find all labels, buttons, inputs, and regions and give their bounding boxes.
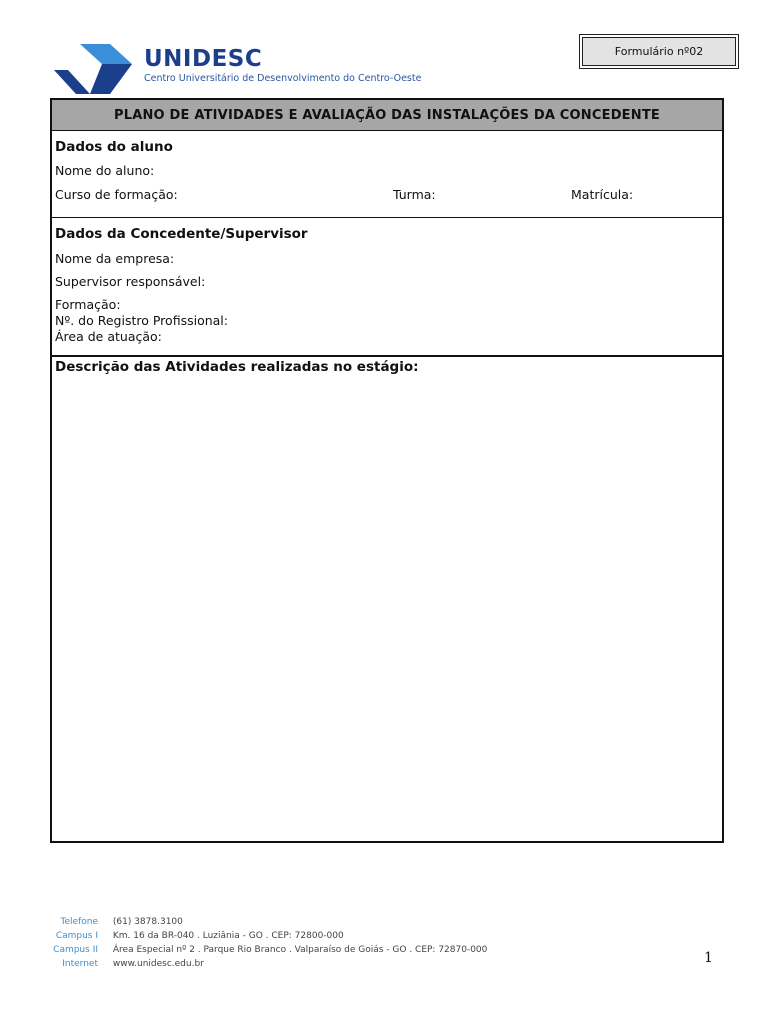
unidesc-logo <box>54 42 422 98</box>
field-matricula: Matrícula: <box>571 187 634 202</box>
field-turma: Turma: <box>393 187 436 202</box>
field-curso: Curso de formação: <box>55 187 178 202</box>
footer-label-internet: Internet <box>62 959 98 969</box>
form-code: Formulário nº02 <box>582 37 736 66</box>
footer-label-telefone: Telefone <box>60 917 98 927</box>
footer-value-campus-2: Área Especial nº 2 . Parque Rio Branco . Valparaíso de Goiás - GO . CEP: 72870-000 <box>112 945 488 955</box>
footer-contacts <box>52 915 487 971</box>
footer-row-campus-1 <box>52 929 487 943</box>
footer-row-internet <box>52 957 487 971</box>
footer-label-campus-2: Campus II <box>53 945 98 955</box>
footer-value-telefone: (61) 3878.3100 <box>112 917 183 927</box>
section-concedente-heading: Dados da Concedente/Supervisor <box>55 226 308 242</box>
form-title: PLANO DE ATIVIDADES E AVALIAÇÃO DAS INSTALAÇÕES DA CONCEDENTE <box>52 100 722 131</box>
field-supervisor: Supervisor responsável: <box>55 274 206 289</box>
unidesc-emblem-icon <box>54 42 138 96</box>
page-number: 1 <box>704 950 713 966</box>
field-nome-aluno: Nome do aluno: <box>55 163 155 178</box>
section-aluno-heading: Dados do aluno <box>55 139 173 155</box>
field-registro: Nº. do Registro Profissional: <box>55 313 228 328</box>
section-aluno <box>52 131 722 218</box>
form-table <box>50 98 724 843</box>
footer-value-campus-1: Km. 16 da BR-040 . Luziânia - GO . CEP: 72800-000 <box>112 931 344 941</box>
footer-label-campus-1: Campus I <box>55 931 98 941</box>
footer-value-internet[interactable]: www.unidesc.edu.br <box>112 959 204 969</box>
brand-name: UNIDESC <box>144 46 263 72</box>
brand-subtitle: Centro Universitário de Desenvolvimento do Centro-Oeste <box>144 73 422 84</box>
field-area-atuacao: Área de atuação: <box>55 329 162 344</box>
form-code-box <box>579 34 739 69</box>
field-formacao: Formação: <box>55 297 121 312</box>
field-empresa: Nome da empresa: <box>55 251 175 266</box>
section-concedente <box>52 218 722 357</box>
footer-row-telefone <box>52 915 487 929</box>
footer-row-campus-2 <box>52 943 487 957</box>
section-atividades-heading: Descrição das Atividades realizadas no estágio: <box>55 359 419 375</box>
